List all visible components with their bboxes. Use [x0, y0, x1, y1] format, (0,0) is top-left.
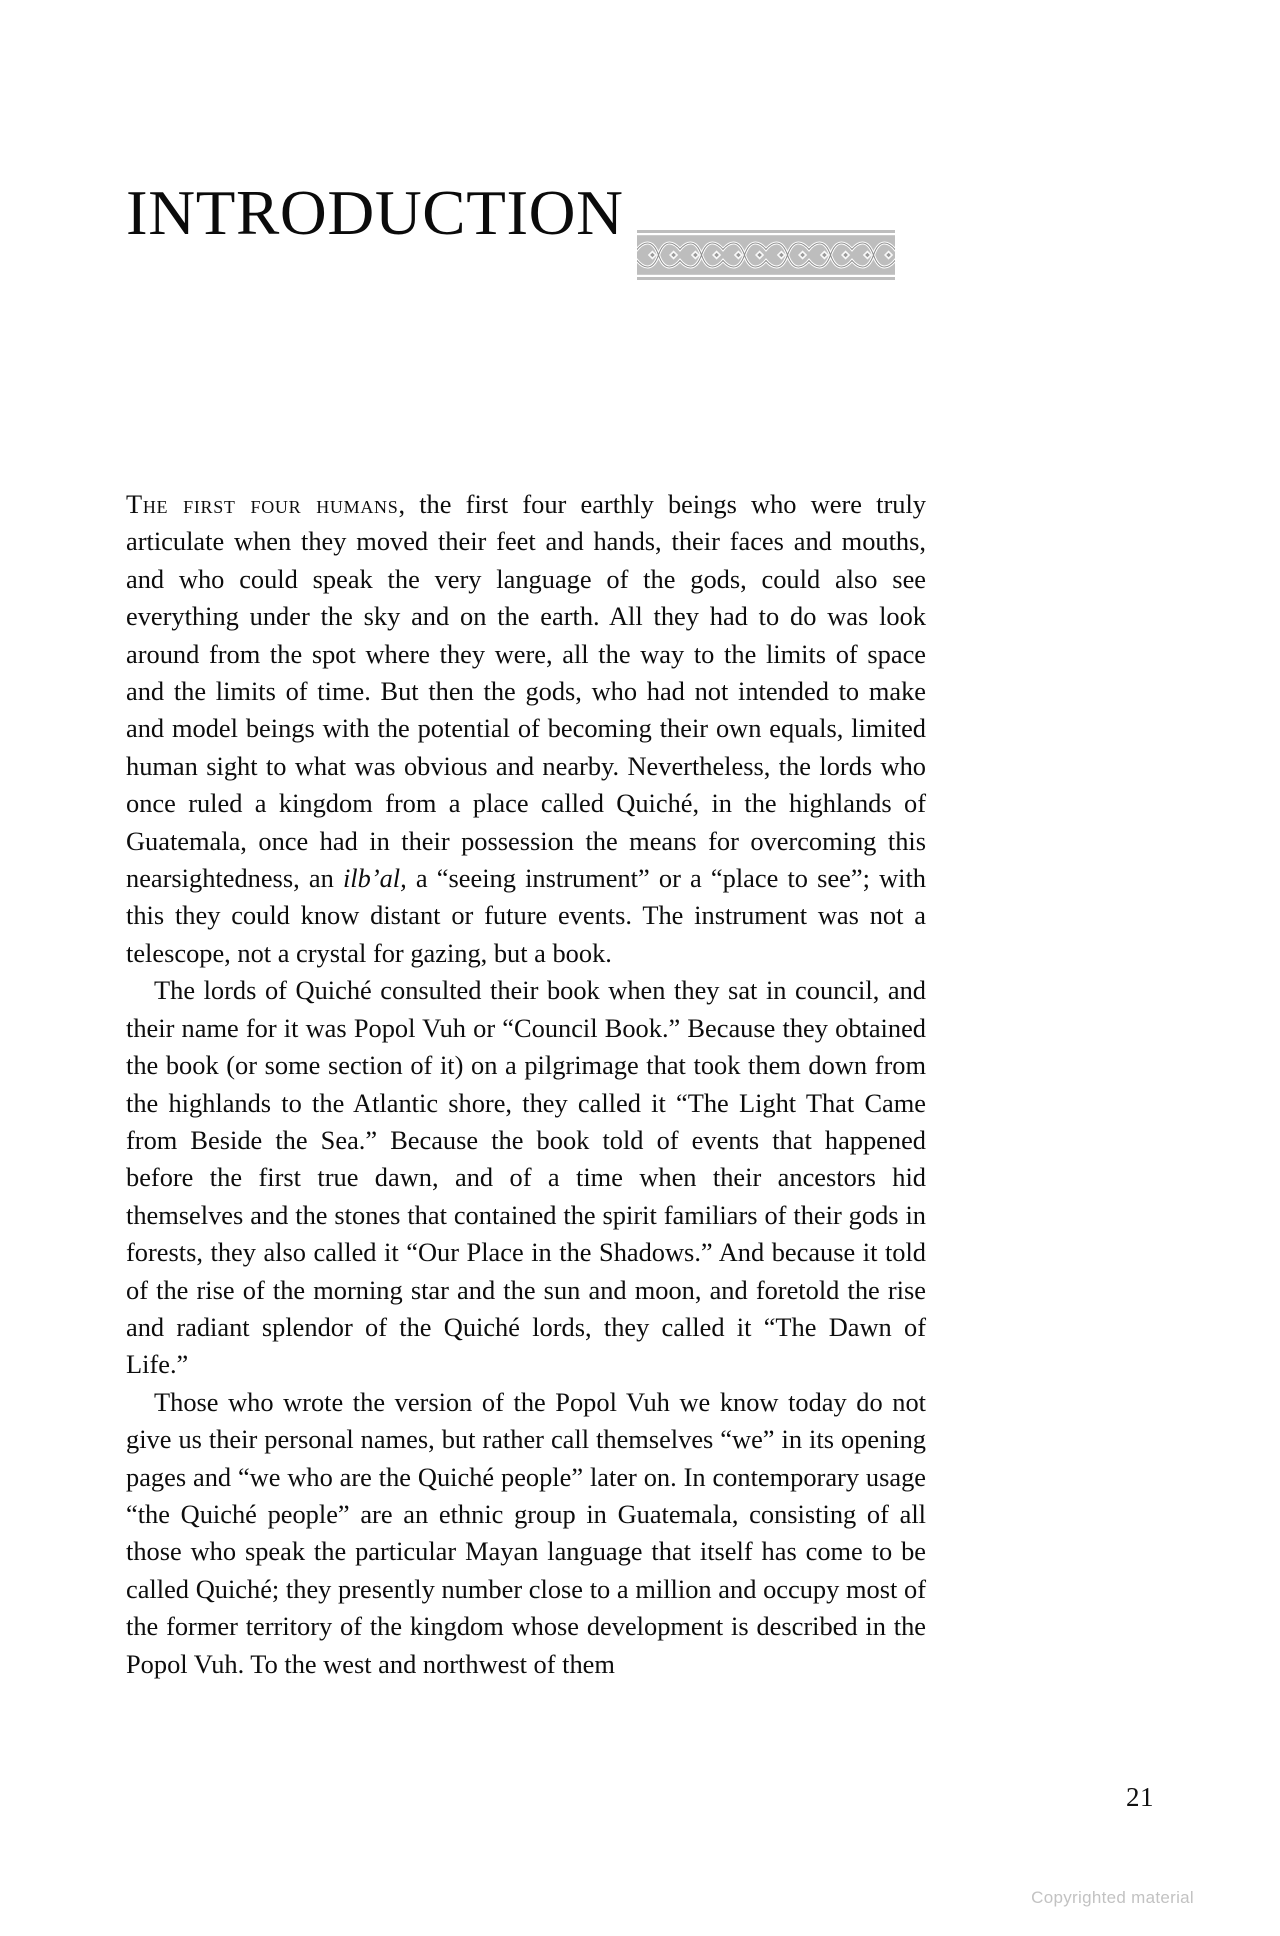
paragraph-1-text-before-italic: , the first four earthly beings who were truly articulate when they moved their feet and hands, their faces and mouths, and who could speak the very language of the gods, could also see everything under the sky and on the earth. All they had to do was look around from the spot where they were, all the way to the limits of space and the limits of time. But then the gods, who had not intended to make and model beings with the potential of becoming their own equals, limited human sight to what was obvious and nearby. Nevertheless, the lords who once ruled a kingdom from a place called Quiché, in the highlands of Guatemala, once had in their possession the means for overcoming this nearsightedness, an — [126, 489, 927, 894]
chapter-heading — [126, 178, 926, 286]
page-number: 21 — [1126, 1782, 1154, 1812]
copyright-watermark: Copyrighted material — [1031, 1888, 1194, 1907]
paragraph-1-text-after-italic: a “seeing instrument” or a “place to see”; with this they could know distant or future events. The instrument was not a telescope, not a crystal for gazing, but a book. — [126, 863, 926, 968]
braided-knot-ornament — [637, 230, 895, 280]
paragraph-3: Those who wrote the version of the Popol Vuh we know today do not give us their personal names, but rather call themselves “we” in its opening pages and “we who are the Quiché people” later on. In contemporary usage “the Quiché people” are an ethnic group in Guatemala, consisting of all those who speak the particular Mayan language that itself has come to be called Quiché; they presently number close to a million and occupy most of the former territory of the kingdom whose development is described in the Popol Vuh. To the west and northwest of them — [126, 1386, 926, 1679]
page-title: INTRODUCTION — [126, 178, 624, 249]
body-text-column — [126, 486, 926, 1683]
italic-term-ilbal: ilb’al, — [342, 863, 407, 894]
paragraph-2: The lords of Quiché consulted their book when they sat in council, and their name for it was Popol Vuh or “Council Book.” Because they obtained the book (or some section of it) on a pilgrimage that took them down from the highlands to the Atlantic shore, they called it “The Light That Came from Beside the Sea.” Because the book told of events that happened before the first true dawn, and of a time when their ancestors hid themselves and the stones that contained the spirit familiars of their gods in forests, they also called it “Our Place in the Shadows.” And because it told of the rise of the morning star and the sun and moon, and foretold the rise and radiant splendor of the Quiché lords, they called it “The Dawn of Life.” — [126, 975, 926, 1380]
paragraph-1 — [126, 486, 926, 972]
opening-smallcaps: The first four humans — [126, 489, 399, 519]
